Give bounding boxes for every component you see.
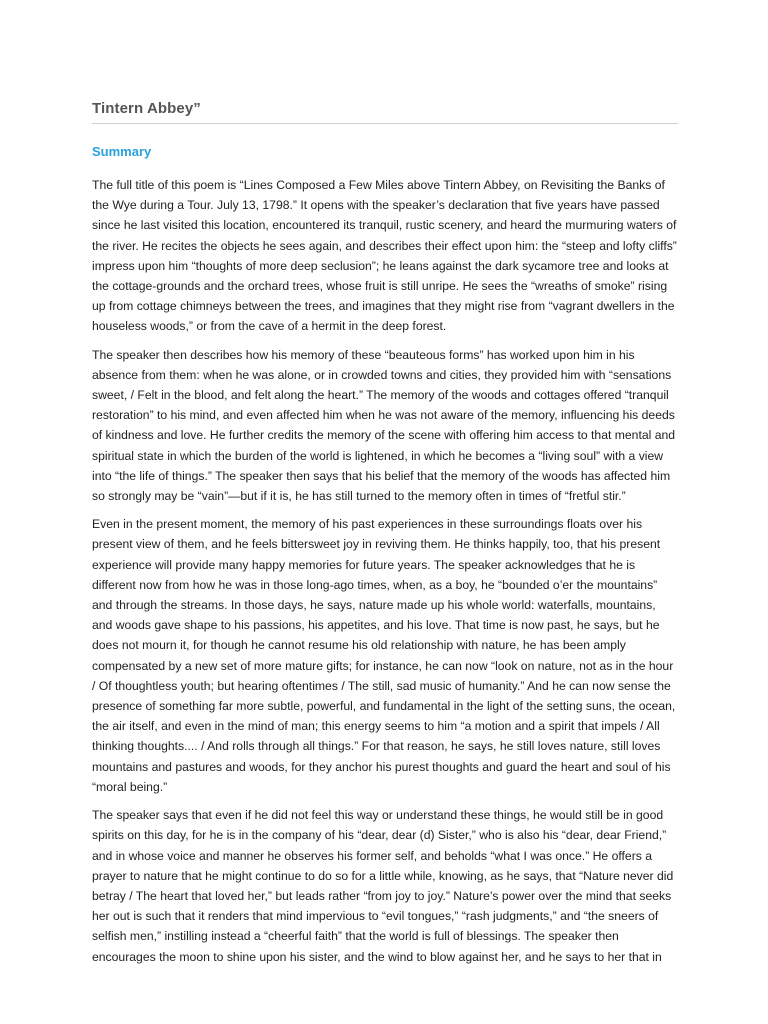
paragraph: Even in the present moment, the memory of his past experiences in these surroundings floats over his present view of them, and he feels bittersweet joy in reviving them. He thinks happily, too, that his present experience will provide many happy memories for future years. The speaker acknowledges that he is different now from how he was in those long-ago times, when, as a boy, he “bounded o’er the mountains” and through the streams. In those days, he says, nature made up his whole world: waterfalls, mountains, and woods gave shape to his passions, his appetites, and his love. That time is now past, he says, but he does not mourn it, for though he cannot resume his old relationship with nature, he has been amply compensated by a new set of more mature gifts; for instance, he can now “look on nature, not as in the hour / Of thoughtless youth; but hearing oftentimes / The still, sad music of humanity.” And he can now sense the presence of something far more subtle, powerful, and fundamental in the light of the setting suns, the ocean, the air itself, and even in the mind of man; this energy seems to him “a motion and a spirit that impels / All thinking thoughts.... / And rolls through all things.” For that reason, he says, he still loves nature, still loves mountains and pastures and woods, for they anchor his purest thoughts and guard the heart and soul of his “moral being.”: [92, 517, 676, 794]
document-page: [92, 100, 678, 975]
paragraph: The speaker then describes how his memory of these “beauteous forms” has worked upon him in his absence from them: when he was alone, or in crowded towns and cities, they provided him with “sensations sweet, / Felt in the blood, and felt along the heart.” The memory of the woods and cottages offered “tranquil restoration” to his mind, and even affected him when he was not aware of the memory, influencing his deeds of kindness and love. He further credits the memory of the scene with offering him access to that mental and spiritual state in which the burden of the world is lightened, in which he becomes a “living soul” with a view into “the life of things.” The speaker then says that his belief that the memory of the woods has affected him so strongly may be “vain”—but if it is, he has still turned to the memory often in times of “fretful stir.”: [92, 347, 676, 504]
paragraph: The speaker says that even if he did not feel this way or understand these things, he would still be in good spirits on this day, for he is in the company of his “dear, dear (d) Sister,” who is also his “dear, dear Friend,” and in whose voice and manner he observes his former self, and beholds “what I was once.” He offers a prayer to nature that he might continue to do so for a little while, knowing, as he says, that “Nature never did betray / The heart that loved her,” but leads rather “from joy to joy.” Nature’s power over the mind that seeks her out is such that it renders that mind impervious to “evil tongues,” “rash judgments,” and “the sneers of selfish men,” instilling instead a “cheerful faith” that the world is full of blessings. The speaker then encourages the moon to shine upon his sister, and the wind to blow against her, and he says to her that in: [92, 808, 674, 964]
page-title: Tintern Abbey”: [92, 100, 201, 117]
section-heading-summary: Summary: [92, 144, 152, 159]
paragraph: The full title of this poem is “Lines Composed a Few Miles above Tintern Abbey, on Revisiting the Banks of the Wye during a Tour. July 13, 1798.” It opens with the speaker’s declaration that five years have passed since he last visited this location, encountered its tranquil, rustic scenery, and heard the murmuring waters of the river. He recites the objects he sees again, and describes their effect upon him: the “steep and lofty cliffs” impress upon him “thoughts of more deep seclusion”; he leans against the dark sycamore tree and looks at the cottage-grounds and the orchard trees, whose fruit is still unripe. He sees the “wreaths of smoke” rising up from cottage chimneys between the trees, and imagines that they might rise from “vagrant dwellers in the houseless woods,” or from the cave of a hermit in the deep forest.: [92, 178, 677, 334]
title-divider: [92, 123, 678, 124]
